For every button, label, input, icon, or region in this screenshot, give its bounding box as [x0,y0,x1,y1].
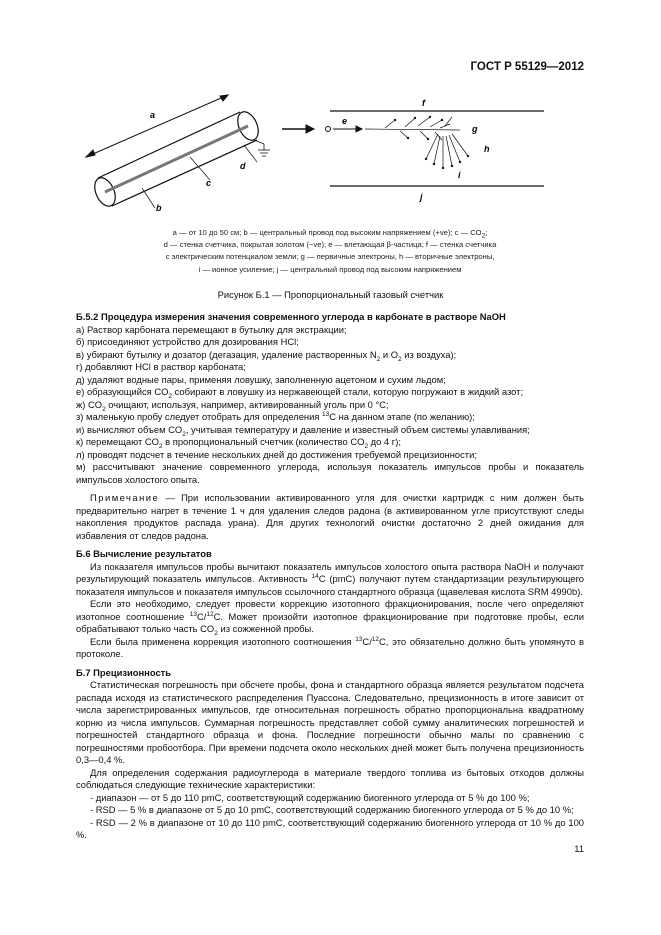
section-heading: Б.5.2 Процедура измерения значения современного углерода в карбонате в растворе NaOH [76,311,506,322]
list-item: - диапазон — от 5 до 110 pmC, соответствующий содержанию биогенного углерода от 5 % до 100 %; [90,791,530,803]
label-f: f [422,98,425,108]
figure-caption: Рисунок Б.1 — Пропорциональный газовый счетчик [217,289,444,300]
paragraph: Из показателя импульсов пробы вычитают показатель импульсов холостого опыта раствора NaOH и получают результирующий показатель импульсов. Активность $^{14}$C (pmC) получают путем стандартизации результирующего показателя импульсов и показателя импульсов ссылочного стандартного образца (щавелевая кислота SRM 4990b). [76,560,584,597]
label-a: a [150,110,156,120]
cylinder-drawing [86,95,270,209]
label-g: g [472,124,478,134]
legend-line: с электрическим потенциалом земли; g — первичные электроны, h — вторичные электроны, [165,252,495,262]
section-heading: Б.6 Вычисление результатов [76,548,212,559]
label-j: j [420,192,423,202]
label-h: h [484,144,490,154]
legend-line: i — ионное усиление; j — центральный провод под высоким напряжением [198,264,462,274]
proportional-counter-figure [60,84,600,234]
list-item: и) вычисляют объем $CO_2$, учитывая температуру и давление и известный объем системы улавливания; [76,423,530,438]
label-e: e [342,116,348,126]
label-d: d [240,161,246,171]
list-item: г) добавляют HCl в раствор карбоната; [76,361,246,372]
section-heading: Б.7 Прецизионность [76,666,172,678]
list-item: - RSD — 5 % в диапазоне от 5 до 10 pmC, соответствующий содержанию биогенного углерода от 5 % до 10 %; [90,804,574,815]
paragraph: Для определения содержания радиоуглерода в материале твердого топлива из бытовых отходов должны соблюдаться следующие технические характеристики: [76,766,584,790]
list-item: ж) $CO_2$ очищают, используя, например, активированный уголь при 0 °C; [76,398,389,413]
list-item: м) рассчитывают значение современного углерода, используя показатель импульсов пробы и показатель импульсов холостого опыта. [76,461,584,485]
note-label: Примечание [90,492,160,503]
list-item: з) маленькую пробу следует отобрать для определения $^{13}$C на данном этапе (по желанию); [76,410,475,422]
counter-schematic [282,111,544,186]
list-item: - RSD — 2 % в диапазоне от 10 до 110 pmC, соответствующий содержанию биогенного углерода от 10 % до 100 %. [76,816,584,840]
list-item: д) удаляют водные пары, применяя ловушку, заполненную ацетоном и сухим льдом; [76,373,446,385]
label-i: i [458,170,461,180]
note: Примечание — При использовании активированного угля для очистки картридж с ним должен быть предварительно нагрет в течение 1 ч для удаления следов радона (в активированном угле присутствуют следы накопления продуктов распада урана). Для других технологий очистки достаточно 2 дней ожидания для избавления от следов радона. [76,492,584,541]
legend-line: a — от 10 до 50 см; b — центральный провод под высоким напряжением (+ve); c — $CO_2$; [172,228,488,240]
paragraph: Статистическая погрешность при обсчете пробы, фона и стандартного образца является результатом подсчета распада исходя из статистического распределения Пуассона. Следовательно, прецизионность в итоге зависит от числа зарегистрированных импульсов, где относительная погрешность обратно пропорциональна квадратному корню из числа импульсов. Суммарная погрешность представляет собой сумму аналитических погрешностей и погрешностей стандартного образца и фона. Последние погрешности обычно малы по сравнению с погрешностями пробоотбора. При времени подсчета около нескольких дней может быть получена прецизионность 0,3—0,4 %. [76,679,584,765]
page-number: 11 [574,843,584,854]
list-item: б) присоединяют устройство для дозирования HCl; [76,336,299,347]
page-body [76,311,584,842]
list-item: е) образующийся $CO_2$ собирают в ловушку из нержавеющей стали, которую погружают в жидкий азот; [76,386,524,400]
label-b: b [156,203,162,213]
paragraph: Если это необходимо, следует провести коррекцию изотопного фракционирования, после чего определяют изотопное соотношение $^{13}$C/$^{12}$C. Может произойти изотопное фракционирование при подготовке пробы, если обрабатывают только часть $CO_2$ из сожженной пробы. [76,598,584,637]
list-item: к) перемещают $CO_2$ в пропорциональный счетчик (количество $CO_2$ до 4 г); [76,436,401,450]
list-item: в) убирают бутылку и дозатор (дегазация, удаление растворенных $N_2$ и $O_2$ из воздуха); [76,348,457,363]
document-code: ГОСТ Р 55129—2012 [470,61,584,73]
legend-line: d — стенка счетчика, покрытая золотом (−ve); e — влетающая β-частица; f — стенка счетчика [163,240,497,250]
list-item: а) Раствор карбоната перемещают в бутылку для экстракции; [76,323,347,335]
list-item: л) проводят подсчет в течение нескольких дней до достижения требуемой прецизионности; [76,448,477,460]
figure-legend [85,227,575,276]
paragraph: Если была применена коррекция изотопного соотношения $^{13}$C/$^{12}$C, это обязательно должно быть упомянуто в протоколе. [76,635,584,659]
label-c: c [206,178,212,188]
